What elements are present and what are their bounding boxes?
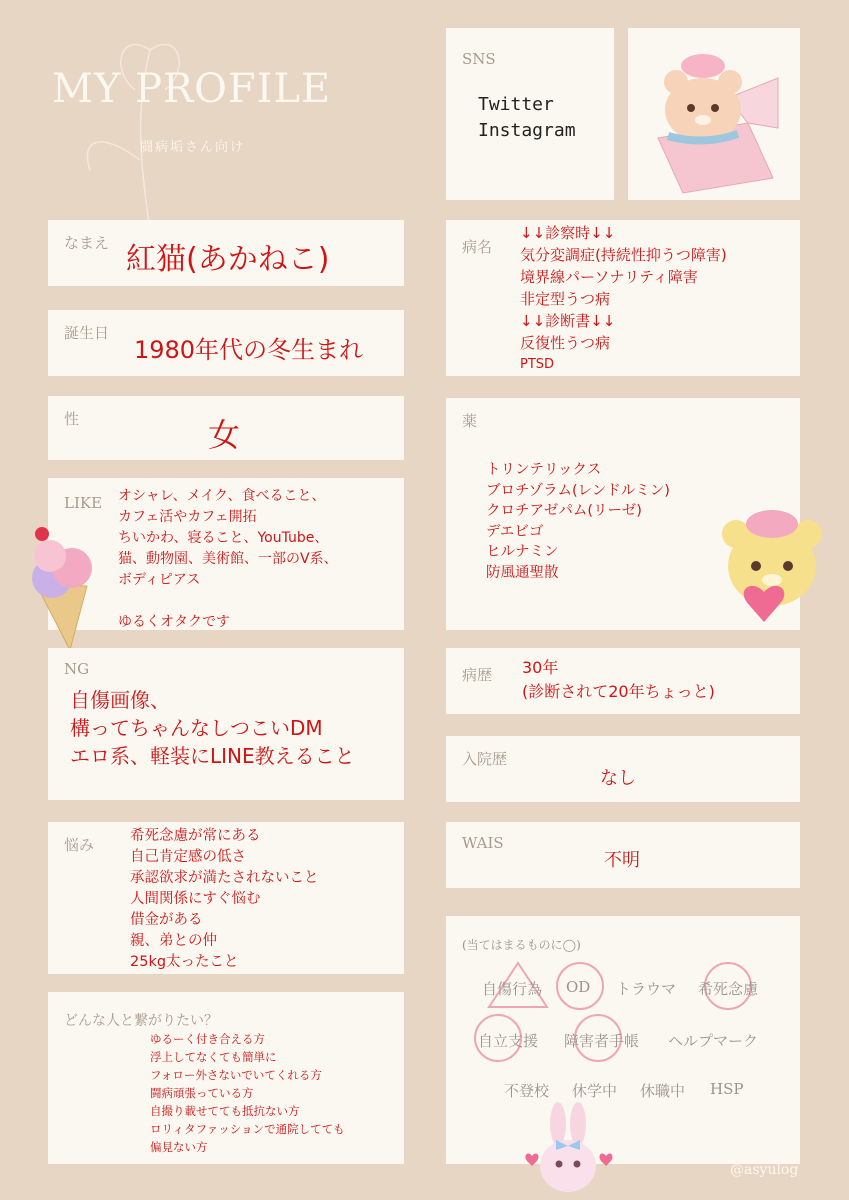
worries-line: 人間関係にすぐ悩む: [130, 891, 261, 907]
name-card: [48, 220, 404, 286]
medicine-line: デエビゴ: [486, 523, 544, 540]
history-line: (診断されて20年ちょっと): [522, 682, 715, 701]
option-suicidal-ideation: 希死念慮: [698, 980, 759, 998]
connect-line: 偏見ない方: [150, 1140, 208, 1154]
medicine-line: 防風通聖散: [486, 564, 559, 581]
connect-line: ゆるーく付き合える方: [150, 1032, 265, 1046]
option-hsp: HSP: [710, 1080, 744, 1098]
worries-line: 承認欲求が満たされないこと: [130, 870, 319, 886]
illness-card: [446, 220, 800, 376]
option-disability-handbook: 障害者手帳: [564, 1032, 640, 1050]
ng-line: エロ系、軽装にLINE教えること: [70, 744, 355, 768]
gender-value: 女: [208, 416, 241, 454]
medicine-line: ブロチゾラム(レンドルミン): [486, 482, 670, 499]
illness-line: PTSD: [520, 357, 555, 372]
gender-label: 性: [64, 410, 80, 428]
worries-label: 悩み: [64, 836, 95, 854]
ng-line: 構ってちゃんなしつこいDM: [70, 716, 323, 740]
sns-item-instagram: Instagram: [478, 120, 576, 141]
birthday-value: 1980年代の冬生まれ: [134, 336, 364, 364]
hospital-label: 入院歴: [462, 750, 508, 768]
hospital-value: なし: [600, 768, 636, 789]
bear-picture-card: [628, 28, 800, 200]
birthday-label: 誕生日: [64, 324, 110, 342]
ng-label: NG: [64, 660, 90, 678]
option-school-refusal: 不登校: [504, 1082, 550, 1100]
option-od: OD: [566, 978, 591, 996]
option-independence-support: 自立支援: [478, 1032, 539, 1050]
illness-line: ↓↓診察時↓↓: [520, 224, 616, 242]
worries-line: 25kg太ったこと: [130, 954, 239, 970]
wais-card: [446, 822, 800, 888]
medicine-line: トリンテリックス: [486, 462, 602, 478]
name-label: なまえ: [64, 234, 110, 252]
option-leave-of-absence-school: 休学中: [572, 1082, 618, 1100]
like-line: オシャレ、メイク、食べること、: [118, 488, 326, 504]
bunny-illustration: [518, 1100, 618, 1200]
worries-line: 希死念慮が常にある: [130, 828, 261, 844]
connect-line: 自撮り載せてても抵抗ない方: [150, 1104, 300, 1118]
history-card: [446, 648, 800, 714]
worries-line: 借金がある: [130, 912, 203, 928]
birthday-card: [48, 310, 404, 376]
worries-line: 自己肯定感の低さ: [130, 849, 246, 865]
page-title: MY PROFILE: [52, 66, 332, 112]
checklist-note: (当てはまるものに◯): [462, 938, 581, 952]
credit-handle: @asyulog: [730, 1162, 799, 1178]
illness-line: 気分変調症(持続性抑うつ障害): [520, 246, 727, 264]
name-value: 紅猫(あかねこ): [126, 242, 330, 277]
connect-line: フォロー外さないでいてくれる方: [150, 1068, 322, 1082]
medicine-label: 薬: [462, 412, 478, 430]
medicine-line: ヒルナミン: [486, 544, 559, 560]
like-line: ゆるくオタクです: [118, 614, 230, 630]
ng-card: [48, 648, 404, 800]
option-help-mark: ヘルプマーク: [668, 1032, 759, 1050]
illness-line: 非定型うつ病: [520, 290, 611, 308]
like-line: カフェ活やカフェ開拓: [118, 509, 257, 525]
tulip-decoration: [40, 10, 260, 240]
history-line: 30年: [522, 658, 559, 677]
sns-card: [446, 28, 614, 200]
option-trauma: トラウマ: [616, 980, 677, 998]
hospital-card: [446, 736, 800, 802]
connect-line: ロリィタファッションで通院してても: [150, 1122, 345, 1136]
worries-line: 親、弟との仲: [130, 933, 217, 949]
like-line: [118, 591, 338, 612]
sns-label: SNS: [462, 50, 496, 68]
connect-card: [48, 992, 404, 1164]
yellow-bear-heart-illustration: [712, 494, 832, 644]
wais-value: 不明: [604, 850, 640, 871]
wais-label: WAIS: [462, 834, 504, 852]
illness-label: 病名: [462, 238, 493, 256]
illness-line: 反復性うつ病: [520, 334, 611, 352]
worries-card: [48, 822, 404, 974]
sns-item-twitter: Twitter: [478, 94, 554, 115]
connect-line: 浮上してなくても簡単に: [150, 1050, 277, 1064]
option-self-harm: 自傷行為: [482, 980, 543, 998]
illness-line: 境界線パーソナリティ障害: [520, 268, 698, 286]
connect-label: どんな人と繋がりたい？: [64, 1013, 218, 1029]
gender-card: [48, 396, 404, 460]
illness-line: ↓↓診断書↓↓: [520, 312, 616, 330]
checklist-card: [446, 916, 800, 1164]
bear-in-giftbox-illustration: [628, 28, 800, 200]
like-line: 猫、動物園、美術館、一部のV系、: [118, 551, 338, 567]
like-line: ボディピアス: [118, 572, 201, 588]
page-subtitle: 闘病垢さん向け: [140, 140, 246, 155]
medicine-line: クロチアゼパム(リーゼ): [486, 503, 642, 519]
history-label: 病歴: [462, 666, 493, 684]
option-leave-of-absence-work: 休職中: [640, 1082, 686, 1100]
connect-line: 闘病頑張っている方: [150, 1086, 254, 1100]
ng-line: 自傷画像、: [70, 688, 170, 712]
like-line: ちいかわ、寝ること、YouTube、: [118, 530, 329, 546]
ice-cream-illustration: [12, 516, 102, 656]
like-label: LIKE: [64, 494, 103, 512]
